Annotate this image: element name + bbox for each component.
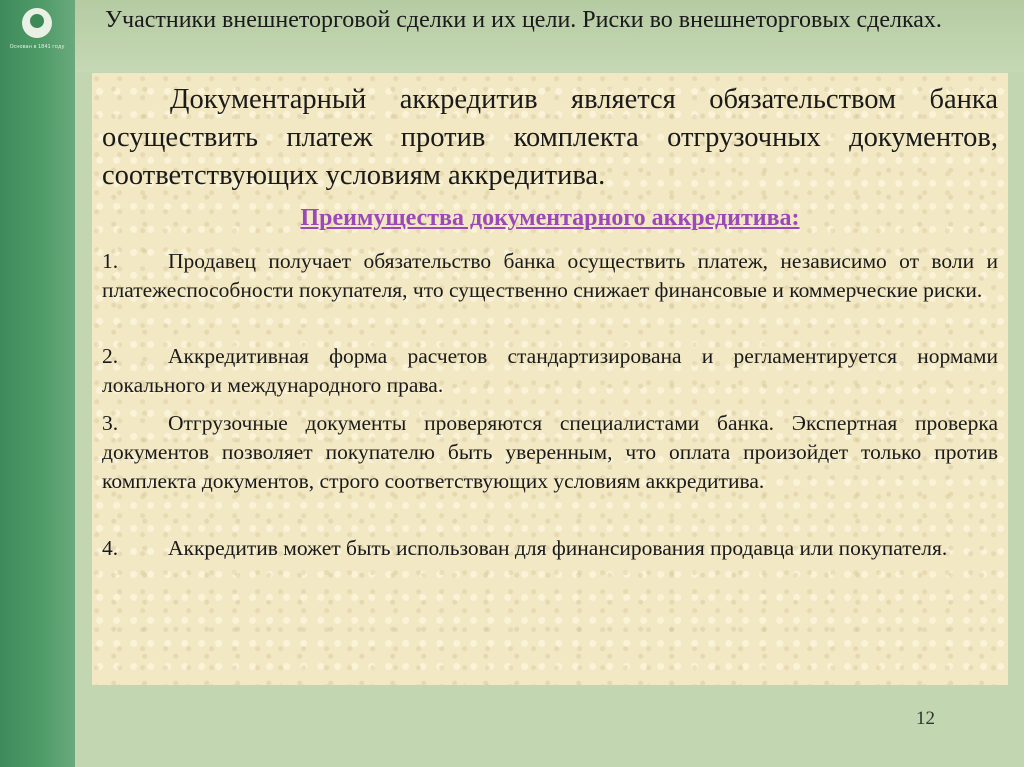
bank-logo [8,8,66,64]
list-item [102,409,998,496]
logo-emblem-icon [22,8,52,38]
logo-caption: Основан в 1841 году [9,44,65,50]
list-item-text: Аккредитивная форма расчетов стандартизирована и регламентируется нормами локального и международного права. [102,344,998,397]
list-item [102,534,998,563]
sidebar [0,0,75,767]
page-number: 12 [916,708,935,729]
content-panel [92,73,1008,685]
slide-title: Участники внешнеторговой сделки и их цели. Риски во внешнеторговых сделках. [105,7,942,33]
intro-text: Документарный аккредитив является обязательством банка осуществить платеж против комплекта отгрузочных документов, соответствующих условиям аккредитива. [102,84,998,191]
intro-paragraph [102,81,998,195]
advantages-heading: Преимущества документарного аккредитива: [300,205,800,231]
list-item-text: Аккредитив может быть использован для финансирования продавца или покупателя. [168,536,948,560]
list-item [102,342,998,400]
list-item-number: 4. [102,536,119,560]
list-item-text: Продавец получает обязательство банка осуществить платеж, независимо от воли и платежеспособности покупателя, что существенно снижает финансовые и коммерческие риски. [102,249,998,302]
list-item-number: 1. [102,249,119,273]
list-item-text: Отгрузочные документы проверяются специалистами банка. Экспертная проверка документов позволяет покупателю быть уверенным, что оплата произойдет только против комплекта документов, строго соответствующих условиям аккредитива. [102,411,998,493]
list-item [102,247,998,305]
slide-header [75,0,1024,72]
list-item-number: 3. [102,411,119,435]
list-item-number: 2. [102,344,119,368]
